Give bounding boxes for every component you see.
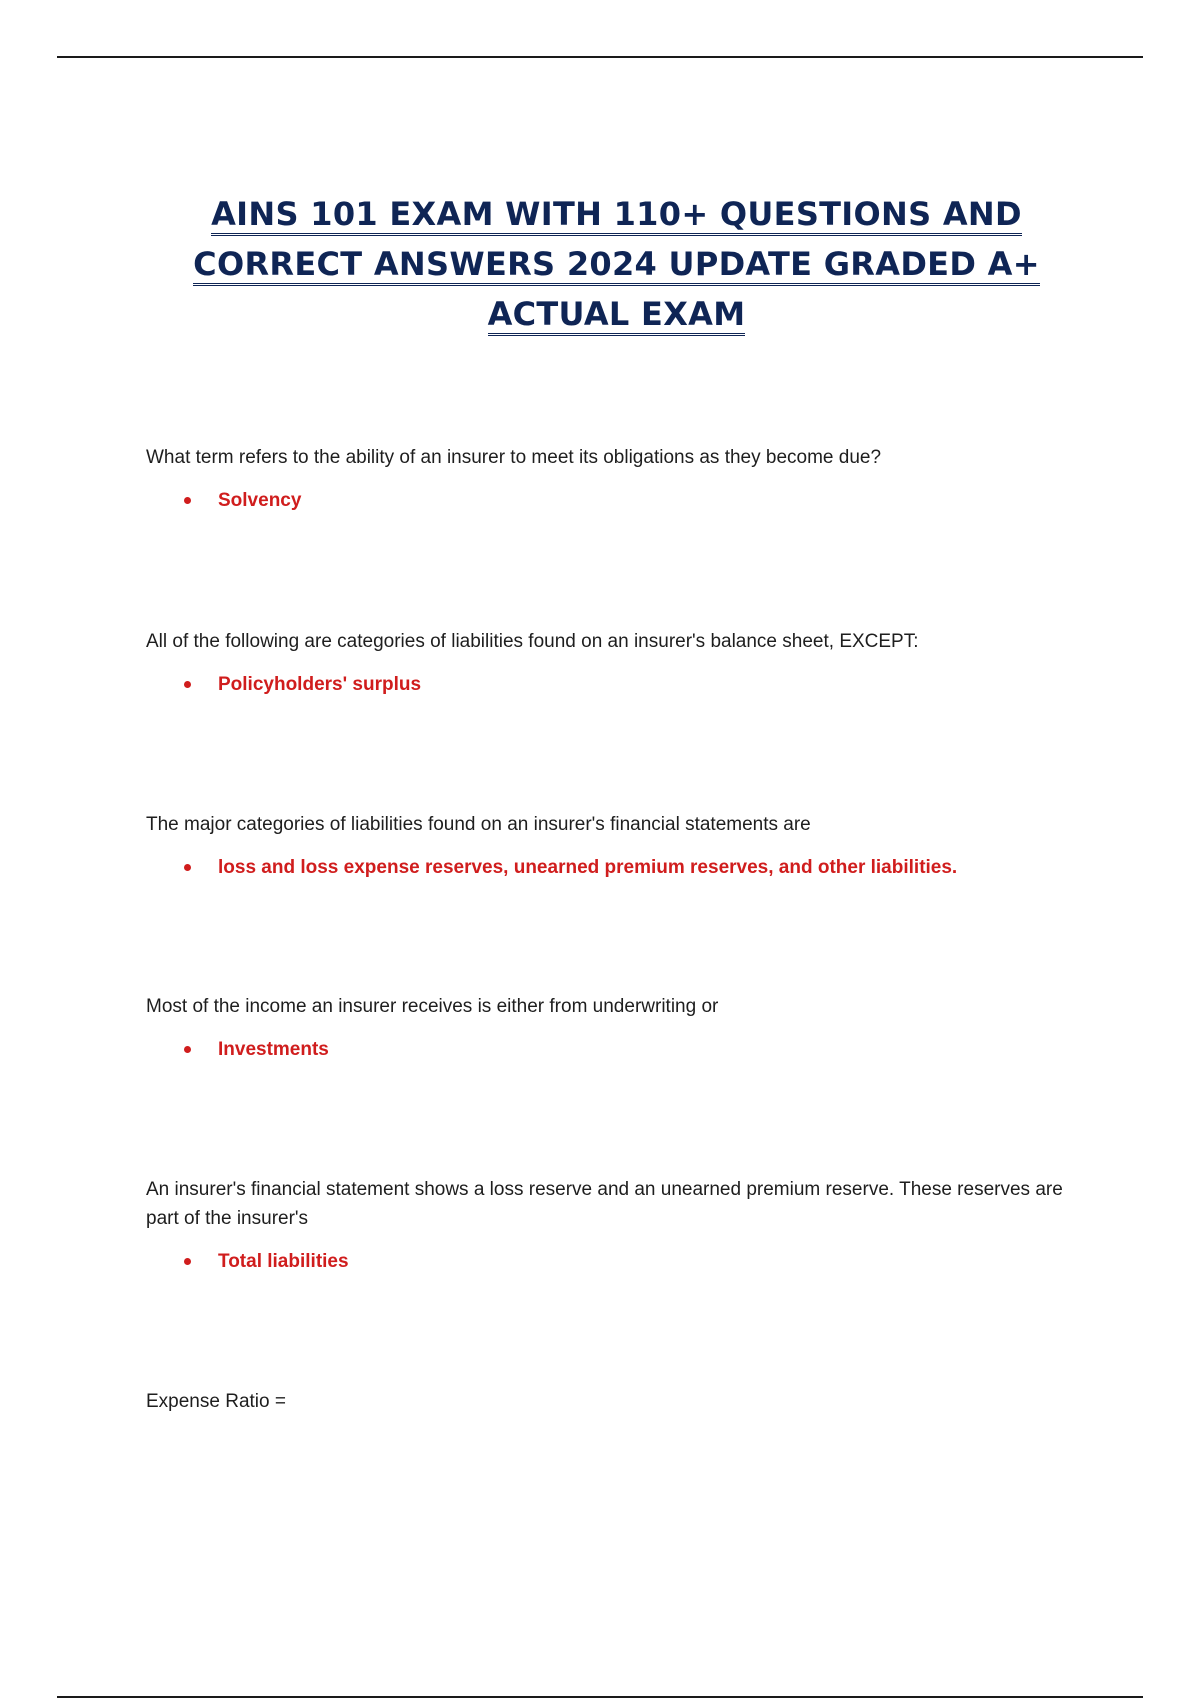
question-text: Expense Ratio = bbox=[146, 1391, 286, 1412]
qa-item bbox=[146, 810, 1096, 882]
answer-list bbox=[146, 853, 1096, 882]
answer-item bbox=[146, 853, 1096, 882]
title-line: CORRECT ANSWERS 2024 UPDATE GRADED A+ bbox=[120, 239, 1113, 289]
question-text: What term refers to the ability of an insurer to meet its obligations as they become due? bbox=[146, 447, 882, 468]
qa-item bbox=[146, 1387, 1096, 1416]
qa-item bbox=[146, 992, 1096, 1064]
answer-list bbox=[146, 486, 1096, 515]
top-rule bbox=[57, 56, 1143, 58]
question-text: Most of the income an insurer receives is either from underwriting or bbox=[146, 996, 719, 1017]
title-line: ACTUAL EXAM bbox=[120, 289, 1113, 339]
question-text: The major categories of liabilities found on an insurer's financial statements are bbox=[146, 814, 811, 835]
qa-item bbox=[146, 1175, 1096, 1276]
answer-text: loss and loss expense reserves, unearned premium reserves, and other liabilities. bbox=[218, 857, 958, 878]
answer-item bbox=[146, 486, 1096, 515]
document-title bbox=[120, 189, 1113, 339]
answer-list bbox=[146, 670, 1096, 699]
title-line: AINS 101 EXAM WITH 110+ QUESTIONS AND bbox=[120, 189, 1113, 239]
bullet-icon bbox=[184, 1046, 191, 1053]
answer-item bbox=[146, 1247, 1096, 1276]
question-text: All of the following are categories of liabilities found on an insurer's balance sheet, EXCEPT: bbox=[146, 631, 919, 652]
qa-item bbox=[146, 627, 1096, 699]
answer-item bbox=[146, 670, 1096, 699]
bullet-icon bbox=[184, 681, 191, 688]
answer-item bbox=[146, 1035, 1096, 1064]
answer-text: Total liabilities bbox=[218, 1251, 349, 1272]
answer-text: Solvency bbox=[218, 490, 302, 511]
qa-item bbox=[146, 443, 1096, 515]
answer-text: Policyholders' surplus bbox=[218, 674, 422, 695]
answer-text: Investments bbox=[218, 1039, 329, 1060]
bottom-rule bbox=[57, 1696, 1143, 1698]
bullet-icon bbox=[184, 497, 191, 504]
question-text: An insurer's financial statement shows a loss reserve and an unearned premium reserve. These reserves are part of the insurer's bbox=[146, 1179, 1063, 1229]
answer-list bbox=[146, 1247, 1096, 1276]
answer-list bbox=[146, 1035, 1096, 1064]
bullet-icon bbox=[184, 1258, 191, 1265]
bullet-icon bbox=[184, 864, 191, 871]
